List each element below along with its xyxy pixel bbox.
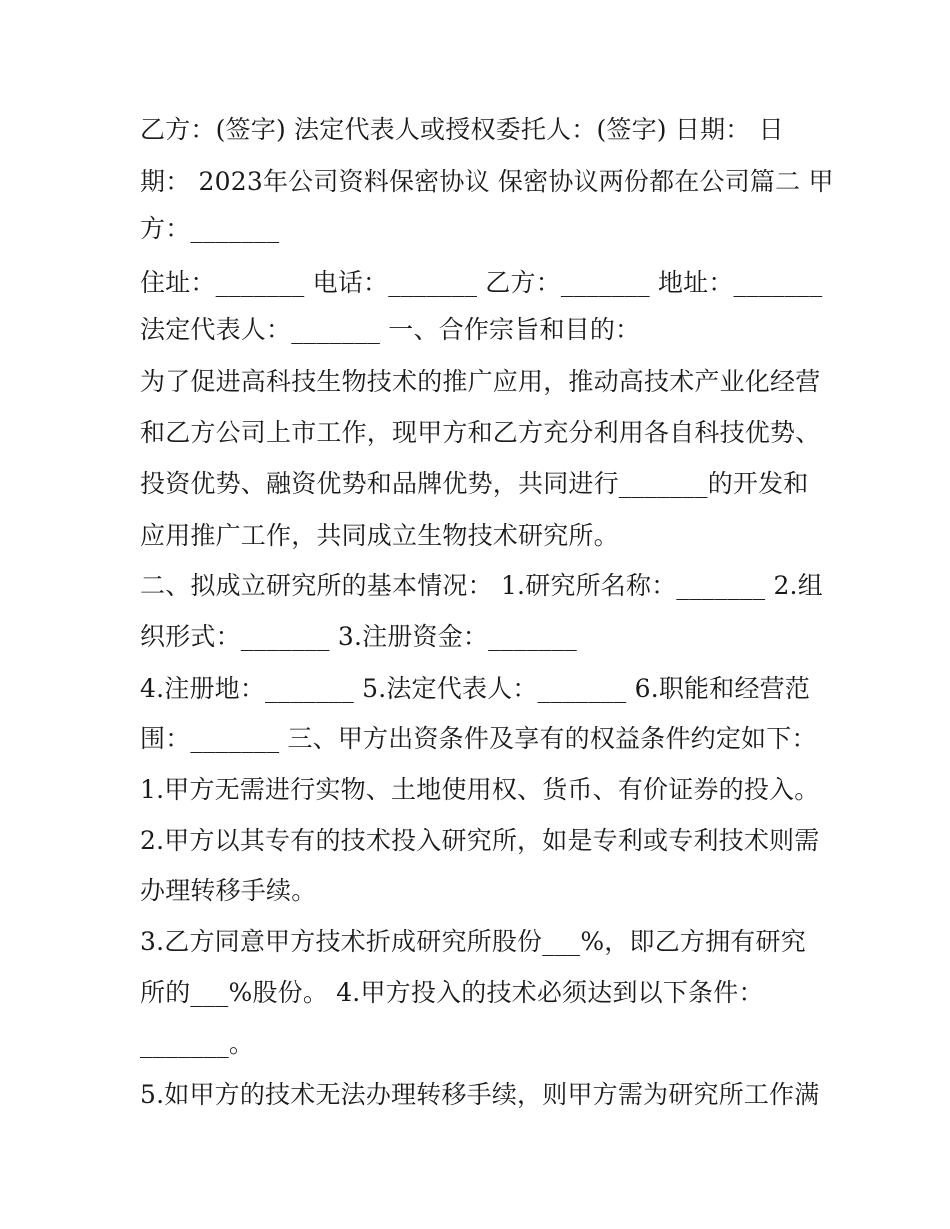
text-line: 所的___%股份。 4.甲方投入的技术必须达到以下条件：	[140, 978, 764, 1007]
text-line: 法定代表人：_______ 一、合作宗旨和目的：	[140, 315, 641, 344]
text-line: 应用推广工作，共同成立生物技术研究所。	[140, 521, 619, 550]
text-line: 1.甲方无需进行实物、土地使用权、货币、有价证券的投入。	[140, 775, 820, 804]
text-line: 住址：_______ 电话：_______ 乙方：_______ 地址：_______	[140, 268, 823, 297]
text-line: 3.乙方同意甲方技术折成研究所股份___%，即乙方拥有研究	[140, 927, 806, 956]
text-line: 和乙方公司上市工作，现甲方和乙方充分利用各自科技优势、	[140, 418, 821, 447]
text-line: 投资优势、融资优势和品牌优势，共同进行_______的开发和	[140, 469, 809, 498]
text-line: 围：_______ 三、甲方出资条件及享有的权益条件约定如下：	[140, 724, 817, 753]
text-line: 为了促进高科技生物技术的推广应用，推动高技术产业化经营	[140, 367, 821, 396]
text-line: 4.注册地：_______ 5.法定代表人：_______ 6.职能和经营范	[140, 674, 811, 703]
text-line: 5.如甲方的技术无法办理转移手续，则甲方需为研究所工作满	[140, 1080, 820, 1109]
text-line: 2.甲方以其专有的技术投入研究所，如是专利或专利技术则需	[140, 826, 820, 855]
text-line: 织形式：_______ 3.注册资金：_______	[140, 622, 578, 651]
text-line: _______。	[140, 1029, 255, 1058]
text-line: 方：_______	[140, 214, 280, 243]
text-line: 乙方：(签字) 法定代表人或授权委托人：(签字) 日期： 日	[140, 115, 784, 144]
text-line: 二、拟成立研究所的基本情况： 1.研究所名称：_______ 2.组	[140, 571, 823, 600]
text-line: 期： 2023年公司资料保密协议 保密协议两份都在公司篇二 甲	[140, 167, 834, 196]
text-line: 办理转移手续。	[140, 876, 317, 905]
